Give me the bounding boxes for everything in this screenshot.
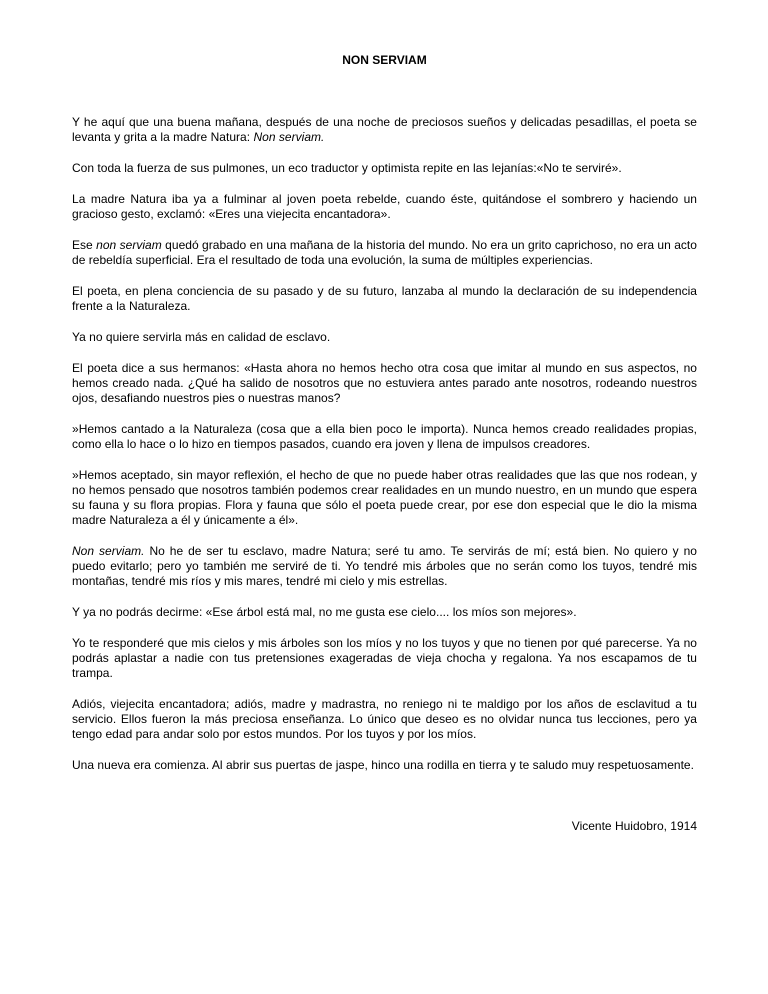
paragraph-7: El poeta dice a sus hermanos: «Hasta ahora no hemos hecho otra cosa que imitar al mundo en sus aspectos, no hemos creado nada. ¿Qué ha salido de nosotros que no estuviera antes parado ante nosotros, rodeando nuestros ojos, desafiando nuestros pies o nuestras manos? [72, 361, 697, 405]
paragraph-4 [72, 238, 697, 268]
paragraph-4-italic: non serviam [96, 238, 162, 252]
paragraph-13: Adiós, viejecita encantadora; adiós, madre y madrastra, no reniego ni te maldigo por los años de esclavitud a tu servicio. Ellos fueron la más preciosa enseñanza. Lo único que deseo es no olvidar nunca tus lecciones, pero ya tengo edad para andar solo por estos mundos. Por los tuyos y por los míos. [72, 697, 697, 741]
paragraph-9: »Hemos aceptado, sin mayor reflexión, el hecho de que no puede haber otras realidades que las que nos rodean, y no hemos pensado que nosotros también podemos crear realidades en un mundo nuestro, en un mundo que espera su fauna y su flora propias. Flora y fauna que sólo el poeta puede crear, por ese don especial que le dio la misma madre Naturaleza a él y únicamente a él». [72, 468, 697, 527]
paragraph-10-text: No he de ser tu esclavo, madre Natura; seré tu amo. Te servirás de mí; está bien. No quiero y no puedo evitarlo; pero yo también me serviré de ti. Yo tendré mis árboles que no serán como los tuyos, tendré mis montañas, tendré mis ríos y mis mares, tendré mi cielo y mis estrellas. [72, 544, 697, 588]
document-page [72, 52, 697, 834]
document-title: NON SERVIAM [342, 53, 427, 67]
paragraph-1 [72, 115, 697, 145]
paragraph-6: Ya no quiere servirla más en calidad de esclavo. [72, 330, 331, 344]
paragraph-1-italic: Non serviam. [253, 130, 325, 144]
paragraph-3: La madre Natura iba ya a fulminar al joven poeta rebelde, cuando éste, quitándose el sombrero y haciendo un gracioso gesto, exclamó: «Eres una viejecita encantadora». [72, 192, 697, 221]
signature: Vicente Huidobro, 1914 [571, 819, 697, 833]
paragraph-2: Con toda la fuerza de sus pulmones, un eco traductor y optimista repite en las lejanías:«No te serviré». [72, 161, 622, 175]
paragraph-4-text-start: Ese [72, 238, 97, 252]
paragraph-14: Una nueva era comienza. Al abrir sus puertas de jaspe, hinco una rodilla en tierra y te saludo muy respetuosamente. [72, 758, 694, 772]
paragraph-5: El poeta, en plena conciencia de su pasado y de su futuro, lanzaba al mundo la declaración de su independencia frente a la Naturaleza. [72, 284, 697, 313]
paragraph-10-italic: Non serviam. [72, 544, 145, 558]
paragraph-12: Yo te responderé que mis cielos y mis árboles son los míos y no los tuyos y que no tienen por qué parecerse. Ya no podrás aplastar a nadie con tus pretensiones exageradas de vieja chocha y regalona. Ya nos escapamos de tu trampa. [72, 636, 697, 680]
paragraph-1-text: Y he aquí que una buena mañana, después de una noche de preciosos sueños y delicadas pesadillas, el poeta se levanta y grita a la madre Natura: [72, 115, 697, 144]
paragraph-4-text-end: quedó grabado en una mañana de la historia del mundo. No era un grito caprichoso, no era un acto de rebeldía superficial. Era el resultado de toda una evolución, la suma de múltiples experiencias. [72, 238, 697, 267]
paragraph-8: »Hemos cantado a la Naturaleza (cosa que a ella bien poco le importa). Nunca hemos creado realidades propias, como ella lo hace o lo hizo en tiempos pasados, cuando era joven y llena de impulsos creadores. [72, 422, 697, 451]
paragraph-10 [72, 544, 697, 589]
paragraph-11: Y ya no podrás decirme: «Ese árbol está mal, no me gusta ese cielo.... los míos son mejores». [72, 605, 577, 619]
